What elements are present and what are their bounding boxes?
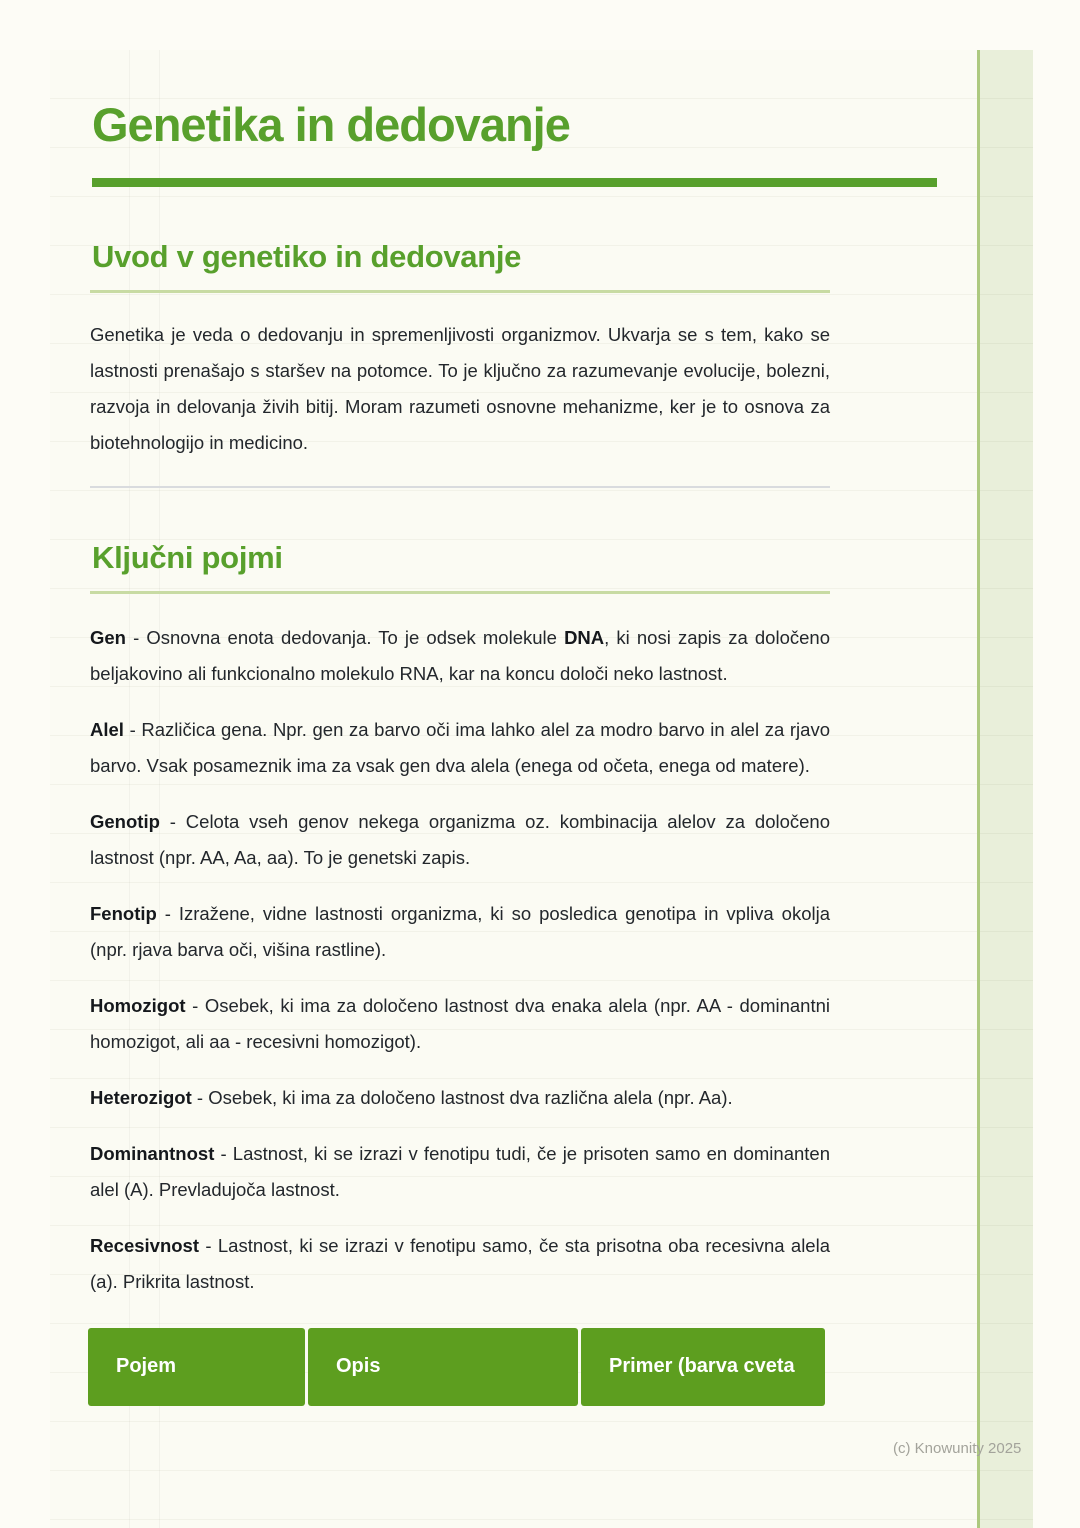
term-inline-bold: DNA [564, 626, 605, 648]
uvod-heading-rule [90, 290, 830, 293]
term-label: Fenotip [90, 902, 157, 924]
term-definition: - Lastnost, ki se izrazi v fenotipu tudi, če je prisoten samo en dominanten alel (A). Prevladujoča lastnost. [90, 1142, 830, 1200]
term-homozigot [90, 988, 830, 1060]
section-divider [90, 486, 830, 488]
term-fenotip [90, 896, 830, 968]
term-definition: - Celota vseh genov nekega organizma oz. kombinacija alelov za določeno lastnost (npr. AA, Aa, aa). To je genetski zapis. [90, 810, 830, 868]
term-label: Heterozigot [90, 1086, 192, 1108]
document-card [50, 50, 977, 1528]
term-definition-rest: , ki nosi zapis za določeno beljakovino ali funkcionalno molekulo RNA, kar na koncu določi neko lastnost. [90, 626, 830, 684]
term-label: Dominantnost [90, 1142, 215, 1164]
term-label: Homozigot [90, 994, 186, 1016]
term-definition: - Različica gena. Npr. gen za barvo oči ima lahko alel za modro barvo in alel za rjavo barvo. Vsak posameznik ima za vsak gen dva alela (enega od očeta, enega od matere). [90, 718, 830, 776]
term-definition: - Osebek, ki ima za določeno lastnost dva različna alela (npr. Aa). [191, 1086, 733, 1108]
table-header-primer: Primer (barva cveta [581, 1328, 825, 1406]
term-heterozigot [90, 1080, 830, 1116]
term-definition: - Lastnost, ki se izrazi v fenotipu samo, če sta prisotna oba recesivna alela (a). Prikrita lastnost. [90, 1234, 830, 1292]
term-definition: - Izražene, vidne lastnosti organizma, ki so posledica genotipa in vpliva okolja (npr. rjava barva oči, višina rastline). [90, 902, 830, 960]
page-title: Genetika in dedovanje [92, 98, 570, 151]
table-header-opis: Opis [308, 1328, 578, 1406]
term-label: Recesivnost [90, 1234, 199, 1256]
accent-stripe [977, 50, 1033, 1528]
term-definition: - Osnovna enota dedovanja. To je odsek molekule [125, 626, 565, 648]
term-gen [90, 620, 830, 692]
kljucni-pojmi-heading-rule [90, 591, 830, 594]
section-heading-uvod: Uvod v genetiko in dedovanje [92, 238, 522, 274]
term-dominantnost [90, 1136, 830, 1208]
table-header-pojem: Pojem [88, 1328, 305, 1406]
title-rule [92, 178, 937, 187]
term-label: Alel [90, 718, 124, 740]
term-definition: - Osebek, ki ima za določeno lastnost dva enaka alela (npr. AA - dominantni homozigot, ali aa - recesivni homozigot). [90, 994, 830, 1052]
table-header-row [88, 1328, 977, 1406]
intro-paragraph: Genetika je veda o dedovanju in spremenljivosti organizmov. Ukvarja se s tem, kako se lastnosti prenašajo s staršev na potomce. To je ključno za razumevanje evolucije, bolezni, razvoja in delovanja živih bitij. Moram razumeti osnovne mehanizme, ker je to osnova za biotehnologijo in medicino. [90, 323, 830, 453]
copyright-watermark: (c) Knowunity 2025 [893, 1440, 1022, 1457]
term-genotip [90, 804, 830, 876]
term-label: Gen [90, 626, 126, 648]
term-label: Genotip [90, 810, 160, 832]
term-recesivnost [90, 1228, 830, 1300]
section-heading-kljucni-pojmi: Ključni pojmi [92, 539, 283, 575]
term-alel [90, 712, 830, 784]
key-terms-list [50, 620, 977, 1300]
